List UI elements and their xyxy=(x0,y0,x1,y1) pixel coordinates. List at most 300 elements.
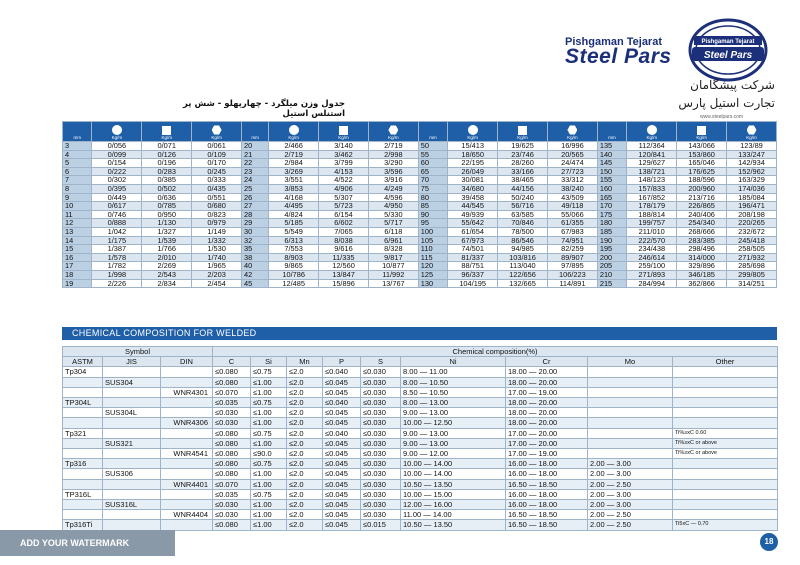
weight-cell: 22/195 xyxy=(448,159,498,168)
weight-cell: 234/438 xyxy=(627,245,677,254)
company-name-fa-2: تجارت استیل پارس xyxy=(678,96,775,110)
weight-cell: 15/896 xyxy=(319,279,369,288)
size-cell: 80 xyxy=(418,193,447,202)
chemical-cell: ≤0.080 xyxy=(213,459,251,469)
symbol-header: Symbol xyxy=(63,347,213,357)
size-cell: 215 xyxy=(597,279,626,288)
weight-cell: 3/462 xyxy=(319,150,369,159)
chemical-cell: 18.00 — 20.00 xyxy=(506,367,588,377)
chemical-cell: 18.00 — 20.00 xyxy=(506,418,588,428)
unit-label: Kg/m xyxy=(467,135,478,140)
chemical-cell xyxy=(673,489,778,499)
unit-label: Kg/m xyxy=(696,135,707,140)
weight-cell: 0/502 xyxy=(142,184,192,193)
chemical-cell: ≤0.030 xyxy=(361,469,401,479)
chemical-cell: WNR4306 xyxy=(161,418,213,428)
weight-column-header xyxy=(269,122,319,142)
chemical-cell: ≤0.045 xyxy=(323,438,361,448)
chemical-cell xyxy=(63,469,103,479)
weight-cell: 138/721 xyxy=(627,167,677,176)
chemical-cell: ≤1.00 xyxy=(251,500,287,510)
table-row xyxy=(63,142,777,151)
chemical-cell: ≤1.00 xyxy=(251,438,287,448)
chemical-cell: ≤0.030 xyxy=(361,449,401,459)
chemical-cell: ≤1.00 xyxy=(251,469,287,479)
size-cell: 10 xyxy=(63,202,92,211)
weight-cell: 148/123 xyxy=(627,176,677,185)
weight-column-header xyxy=(727,122,777,142)
chemical-cell: ≤1.00 xyxy=(251,408,287,418)
weight-cell: 222/570 xyxy=(627,236,677,245)
weight-cell: 5/549 xyxy=(269,227,319,236)
chemical-cell: ≤90.0 xyxy=(251,449,287,459)
chemical-cell: ≤0.015 xyxy=(361,520,401,530)
weight-cell: 2/454 xyxy=(192,279,242,288)
chemical-cell: 17.00 — 19.00 xyxy=(506,387,588,397)
weight-cell: 4/906 xyxy=(319,184,369,193)
size-cell: 11 xyxy=(63,210,92,219)
weight-cell: 245/418 xyxy=(727,236,777,245)
weight-cell: 81/337 xyxy=(448,253,498,262)
chemical-cell: ≤2.0 xyxy=(287,449,323,459)
table-row xyxy=(63,398,778,408)
chemical-cell xyxy=(588,408,673,418)
weight-cell: 4/824 xyxy=(269,210,319,219)
weight-cell: 254/340 xyxy=(677,219,727,228)
weight-cell: 271/893 xyxy=(627,270,677,279)
chemical-cell xyxy=(588,398,673,408)
weight-cell: 157/833 xyxy=(627,184,677,193)
size-cell: 175 xyxy=(597,210,626,219)
square-icon xyxy=(518,126,527,135)
chemical-column-header: Other xyxy=(673,357,778,367)
unit-label: Kg/m xyxy=(111,135,123,140)
chemical-cell: 8.50 — 10.50 xyxy=(401,387,506,397)
chemical-cell: ≤0.080 xyxy=(213,367,251,377)
size-cell: 70 xyxy=(418,176,447,185)
table-row xyxy=(63,377,778,387)
chemical-cell xyxy=(673,387,778,397)
weight-cell: 50/240 xyxy=(498,193,548,202)
weight-cell: 2/834 xyxy=(142,279,192,288)
weight-cell: 0/823 xyxy=(192,210,242,219)
chemical-cell: ≤1.00 xyxy=(251,387,287,397)
chemical-cell: ≤2.0 xyxy=(287,428,323,438)
size-cell: 120 xyxy=(418,262,447,271)
chemical-cell: ≤0.030 xyxy=(361,489,401,499)
weight-cell: 167/852 xyxy=(627,193,677,202)
weight-cell: 11/992 xyxy=(368,270,418,279)
unit-label: Kg/m xyxy=(388,135,399,140)
chemical-cell: WNR4401 xyxy=(161,479,213,489)
chemical-cell xyxy=(63,500,103,510)
weight-cell: 0/302 xyxy=(92,176,142,185)
chemical-cell xyxy=(161,428,213,438)
weight-cell: 0/109 xyxy=(192,150,242,159)
chemical-cell: 12.00 — 16.00 xyxy=(401,500,506,510)
weight-cell: 0/245 xyxy=(192,167,242,176)
chemical-column-header: Ni xyxy=(401,357,506,367)
weight-column-header xyxy=(677,122,727,142)
chemical-cell xyxy=(63,418,103,428)
weight-cell: 3/290 xyxy=(368,159,418,168)
weight-cell: 3/551 xyxy=(269,176,319,185)
size-column-header: mm xyxy=(63,122,92,142)
weight-table xyxy=(62,121,777,288)
chemical-cell xyxy=(161,398,213,408)
size-cell: 4 xyxy=(63,150,92,159)
weight-cell: 113/040 xyxy=(498,262,548,271)
unit-label: Kg/m xyxy=(746,135,757,140)
chemical-cell: ≤0.045 xyxy=(323,377,361,387)
website-text: www.steelpars.com xyxy=(700,114,744,120)
chemical-cell: ≤0.045 xyxy=(323,408,361,418)
logo-badge-main: Steel Pars xyxy=(703,50,753,61)
size-cell: 9 xyxy=(63,193,92,202)
table-row xyxy=(63,150,777,159)
table-row xyxy=(63,438,778,448)
weight-cell: 1/998 xyxy=(92,270,142,279)
weight-cell: 10/877 xyxy=(368,262,418,271)
chemical-cell xyxy=(63,408,103,418)
chemical-cell: 16.00 — 18.00 xyxy=(506,500,588,510)
size-cell: 145 xyxy=(597,159,626,168)
chemical-cell: Ti%≥xC or above xyxy=(673,449,778,459)
size-cell: 23 xyxy=(242,167,269,176)
weight-cell: 132/665 xyxy=(498,279,548,288)
weight-cell: 5/330 xyxy=(368,210,418,219)
weight-cell: 188/814 xyxy=(627,210,677,219)
chemical-cell xyxy=(673,500,778,510)
weight-cell: 314/000 xyxy=(677,253,727,262)
chemical-cell: ≤0.080 xyxy=(213,428,251,438)
weight-cell: 24/474 xyxy=(547,159,597,168)
chemical-cell: ≤2.0 xyxy=(287,469,323,479)
chemical-cell: 10.00 — 15.00 xyxy=(401,489,506,499)
unit-label: Kg/m xyxy=(288,135,299,140)
weight-cell: 78/500 xyxy=(498,227,548,236)
chemical-cell: ≤0.030 xyxy=(361,398,401,408)
circle-icon xyxy=(468,125,478,135)
size-cell: 29 xyxy=(242,219,269,228)
weight-cell: 8/038 xyxy=(319,236,369,245)
chemical-cell: ≤1.00 xyxy=(251,418,287,428)
chemical-cell: 9.00 — 13.00 xyxy=(401,408,506,418)
chemical-cell: 10.50 — 13.50 xyxy=(401,479,506,489)
page-number: 18 xyxy=(760,533,778,551)
chemical-cell: ≤0.040 xyxy=(323,398,361,408)
chemical-cell: ≤1.00 xyxy=(251,479,287,489)
weight-cell: 4/522 xyxy=(319,176,369,185)
weight-cell: 20/565 xyxy=(547,150,597,159)
chemical-cell: 16.00 — 18.00 xyxy=(506,459,588,469)
table-row xyxy=(63,387,778,397)
chemical-cell: ≤0.045 xyxy=(323,510,361,520)
weight-column-header xyxy=(498,122,548,142)
weight-cell: 63/585 xyxy=(498,210,548,219)
size-cell: 210 xyxy=(597,270,626,279)
chemical-cell: ≤0.030 xyxy=(361,479,401,489)
weight-cell: 0/126 xyxy=(142,150,192,159)
chemical-table xyxy=(62,346,778,531)
weight-cell: 285/698 xyxy=(727,262,777,271)
weight-cell: 1/766 xyxy=(142,245,192,254)
size-column-header: mm xyxy=(418,122,447,142)
weight-cell: 284/994 xyxy=(627,279,677,288)
weight-cell: 1/782 xyxy=(92,262,142,271)
weight-cell: 6/154 xyxy=(319,210,369,219)
chemical-cell: ≤0.030 xyxy=(361,510,401,520)
size-cell: 110 xyxy=(418,245,447,254)
chemical-cell: 16.00 — 18.00 xyxy=(506,469,588,479)
chemical-cell: 2.00 — 2.50 xyxy=(588,479,673,489)
weight-cell: 200/960 xyxy=(677,184,727,193)
chemical-cell xyxy=(161,469,213,479)
size-cell: 75 xyxy=(418,184,447,193)
hexagon-icon xyxy=(212,125,222,135)
chemical-cell: Tp304 xyxy=(63,367,103,377)
weight-cell: 10/786 xyxy=(269,270,319,279)
weight-cell: 5/723 xyxy=(319,202,369,211)
chemical-cell xyxy=(673,398,778,408)
weight-cell: 129/627 xyxy=(627,159,677,168)
table-row xyxy=(63,184,777,193)
chemical-cell: ≤2.0 xyxy=(287,367,323,377)
table-row xyxy=(63,500,778,510)
size-cell: 100 xyxy=(418,227,447,236)
weight-cell: 0/222 xyxy=(92,167,142,176)
weight-cell: 208/198 xyxy=(727,210,777,219)
weight-column-header xyxy=(627,122,677,142)
size-cell: 24 xyxy=(242,176,269,185)
table-row xyxy=(63,510,778,520)
weight-cell: 122/656 xyxy=(498,270,548,279)
weight-cell: 114/891 xyxy=(547,279,597,288)
weight-cell: 0/449 xyxy=(92,193,142,202)
weight-cell: 1/149 xyxy=(192,227,242,236)
weight-cell: 3/596 xyxy=(368,167,418,176)
size-cell: 205 xyxy=(597,262,626,271)
weight-cell: 0/385 xyxy=(142,176,192,185)
chemical-cell xyxy=(103,489,161,499)
weight-cell: 44/545 xyxy=(448,202,498,211)
size-cell: 55 xyxy=(418,150,447,159)
chemical-cell: ≤0.035 xyxy=(213,489,251,499)
weight-cell: 0/061 xyxy=(192,142,242,151)
chemical-cell xyxy=(161,408,213,418)
chemical-cell: ≤0.070 xyxy=(213,479,251,489)
weight-cell: 38/465 xyxy=(498,176,548,185)
weight-cell: 268/666 xyxy=(677,227,727,236)
chemical-cell: ≤0.030 xyxy=(213,408,251,418)
chemical-cell: ≤0.045 xyxy=(323,459,361,469)
chemical-cell: 17.00 — 20.00 xyxy=(506,438,588,448)
chemical-cell xyxy=(588,377,673,387)
unit-label: Kg/m xyxy=(567,135,578,140)
size-cell: 7 xyxy=(63,176,92,185)
chemical-cell: ≤0.045 xyxy=(323,489,361,499)
brand-name: Pishgaman Tejarat xyxy=(565,36,662,48)
weight-cell: 1/578 xyxy=(92,253,142,262)
weight-cell: 44/156 xyxy=(498,184,548,193)
weight-cell: 0/154 xyxy=(92,159,142,168)
weight-cell: 0/888 xyxy=(92,219,142,228)
chemical-cell: ≤2.0 xyxy=(287,510,323,520)
chemical-cell: ≤2.0 xyxy=(287,398,323,408)
chemical-cell: ≤0.040 xyxy=(323,367,361,377)
weight-cell: 246/614 xyxy=(627,253,677,262)
size-cell: 115 xyxy=(418,253,447,262)
weight-cell: 74/501 xyxy=(448,245,498,254)
weight-cell: 12/485 xyxy=(269,279,319,288)
size-cell: 32 xyxy=(242,236,269,245)
weight-cell: 0/950 xyxy=(142,210,192,219)
chemical-column-header: Cr xyxy=(506,357,588,367)
weight-cell: 103/816 xyxy=(498,253,548,262)
chemical-cell xyxy=(161,500,213,510)
weight-cell: 298/496 xyxy=(677,245,727,254)
weight-cell: 61/355 xyxy=(547,219,597,228)
chemical-cell: SUS306 xyxy=(103,469,161,479)
chemical-cell: Tp316Ti xyxy=(63,520,103,530)
weight-cell: 0/746 xyxy=(92,210,142,219)
unit-label: Kg/m xyxy=(211,135,222,140)
size-cell: 3 xyxy=(63,142,92,151)
weight-cell: 112/364 xyxy=(627,142,677,151)
chemical-column-header: ASTM xyxy=(63,357,103,367)
chemical-cell: Ti%≥xC or above xyxy=(673,438,778,448)
weight-cell: 6/118 xyxy=(368,227,418,236)
chemical-cell xyxy=(673,479,778,489)
weight-cell: 13/847 xyxy=(319,270,369,279)
chemical-cell: ≤0.75 xyxy=(251,489,287,499)
weight-column-header xyxy=(319,122,369,142)
weight-cell: 97/895 xyxy=(547,262,597,271)
circle-icon xyxy=(112,125,122,135)
table-row xyxy=(63,418,778,428)
size-cell: 38 xyxy=(242,253,269,262)
weight-cell: 55/066 xyxy=(547,210,597,219)
weight-cell: 299/805 xyxy=(727,270,777,279)
weight-column-header xyxy=(448,122,498,142)
weight-cell: 19/625 xyxy=(498,142,548,151)
size-cell: 42 xyxy=(242,270,269,279)
chemical-cell: WNR4404 xyxy=(161,510,213,520)
unit-label: Kg/m xyxy=(338,135,349,140)
size-cell: 15 xyxy=(63,245,92,254)
unit-label: Kg/m xyxy=(161,135,172,140)
chemical-cell: ≤0.75 xyxy=(251,428,287,438)
chemical-cell: ≤2.0 xyxy=(287,459,323,469)
weight-cell: 8/328 xyxy=(368,245,418,254)
size-column-header: mm xyxy=(597,122,626,142)
weight-cell: 26/049 xyxy=(448,167,498,176)
size-cell: 200 xyxy=(597,253,626,262)
chemical-cell: 18.00 — 20.00 xyxy=(506,408,588,418)
chemical-cell: ≤0.070 xyxy=(213,387,251,397)
size-cell: 90 xyxy=(418,210,447,219)
weight-cell: 2/719 xyxy=(269,150,319,159)
chemical-column-header: P xyxy=(323,357,361,367)
weight-cell: 3/853 xyxy=(269,184,319,193)
weight-cell: 27/723 xyxy=(547,167,597,176)
weight-cell: 4/596 xyxy=(368,193,418,202)
size-cell: 165 xyxy=(597,193,626,202)
weight-cell: 2/719 xyxy=(368,142,418,151)
weight-cell: 0/680 xyxy=(192,202,242,211)
table-row xyxy=(63,262,777,271)
chemical-cell: 10.00 — 14.00 xyxy=(401,469,506,479)
chemical-cell: ≤0.080 xyxy=(213,469,251,479)
weight-cell: 3/799 xyxy=(319,159,369,168)
weight-cell: 0/979 xyxy=(192,219,242,228)
chemical-cell: 8.00 — 11.00 xyxy=(401,367,506,377)
weight-cell: 211/010 xyxy=(627,227,677,236)
weight-cell: 2/010 xyxy=(142,253,192,262)
chemical-cell: 16.00 — 18.00 xyxy=(506,489,588,499)
weight-cell: 5/717 xyxy=(368,219,418,228)
weight-cell: 0/056 xyxy=(92,142,142,151)
chemical-cell xyxy=(103,428,161,438)
chemical-cell xyxy=(63,510,103,520)
chemical-cell: ≤0.080 xyxy=(213,520,251,530)
chemical-cell: ≤0.035 xyxy=(213,398,251,408)
size-cell: 65 xyxy=(418,167,447,176)
table-row xyxy=(63,408,778,418)
weight-cell: 329/896 xyxy=(677,262,727,271)
size-cell: 190 xyxy=(597,236,626,245)
chemical-section-title: CHEMICAL COMPOSITION FOR WELDED xyxy=(62,327,777,340)
chemical-cell: 11.00 — 14.00 xyxy=(401,510,506,520)
size-cell: 160 xyxy=(597,184,626,193)
chemical-column-headers xyxy=(63,357,778,367)
size-cell: 40 xyxy=(242,262,269,271)
weight-cell: 88/751 xyxy=(448,262,498,271)
chemical-cell xyxy=(103,520,161,530)
chemical-cell: 2.00 — 3.00 xyxy=(588,500,673,510)
weight-cell: 67/983 xyxy=(547,227,597,236)
weight-cell: 196/471 xyxy=(727,202,777,211)
chemical-cell: SUS321 xyxy=(103,438,161,448)
chemical-cell xyxy=(161,367,213,377)
chemical-cell: Tp321 xyxy=(63,428,103,438)
weight-cell: 3/269 xyxy=(269,167,319,176)
weight-cell: 6/602 xyxy=(319,219,369,228)
chemical-cell: 8.00 — 13.00 xyxy=(401,398,506,408)
weight-cell: 9/817 xyxy=(368,253,418,262)
weight-cell: 49/939 xyxy=(448,210,498,219)
table-row xyxy=(63,227,777,236)
chemical-cell: 10.00 — 12.50 xyxy=(401,418,506,428)
square-icon xyxy=(339,126,348,135)
chemical-cell: ≤0.030 xyxy=(213,500,251,510)
chemical-cell xyxy=(161,489,213,499)
size-cell: 155 xyxy=(597,176,626,185)
weight-cell: 11/335 xyxy=(319,253,369,262)
square-icon xyxy=(697,126,706,135)
weight-cell: 314/251 xyxy=(727,279,777,288)
chemical-cell: 10.50 — 13.50 xyxy=(401,520,506,530)
chemical-cell xyxy=(63,438,103,448)
chemical-cell xyxy=(673,469,778,479)
weight-cell: 34/680 xyxy=(448,184,498,193)
chemical-cell: 18.00 — 20.00 xyxy=(506,377,588,387)
chemical-cell: 16.50 — 18.50 xyxy=(506,510,588,520)
chemical-cell xyxy=(103,418,161,428)
table-row xyxy=(63,245,777,254)
weight-cell: 5/185 xyxy=(269,219,319,228)
size-cell: 50 xyxy=(418,142,447,151)
